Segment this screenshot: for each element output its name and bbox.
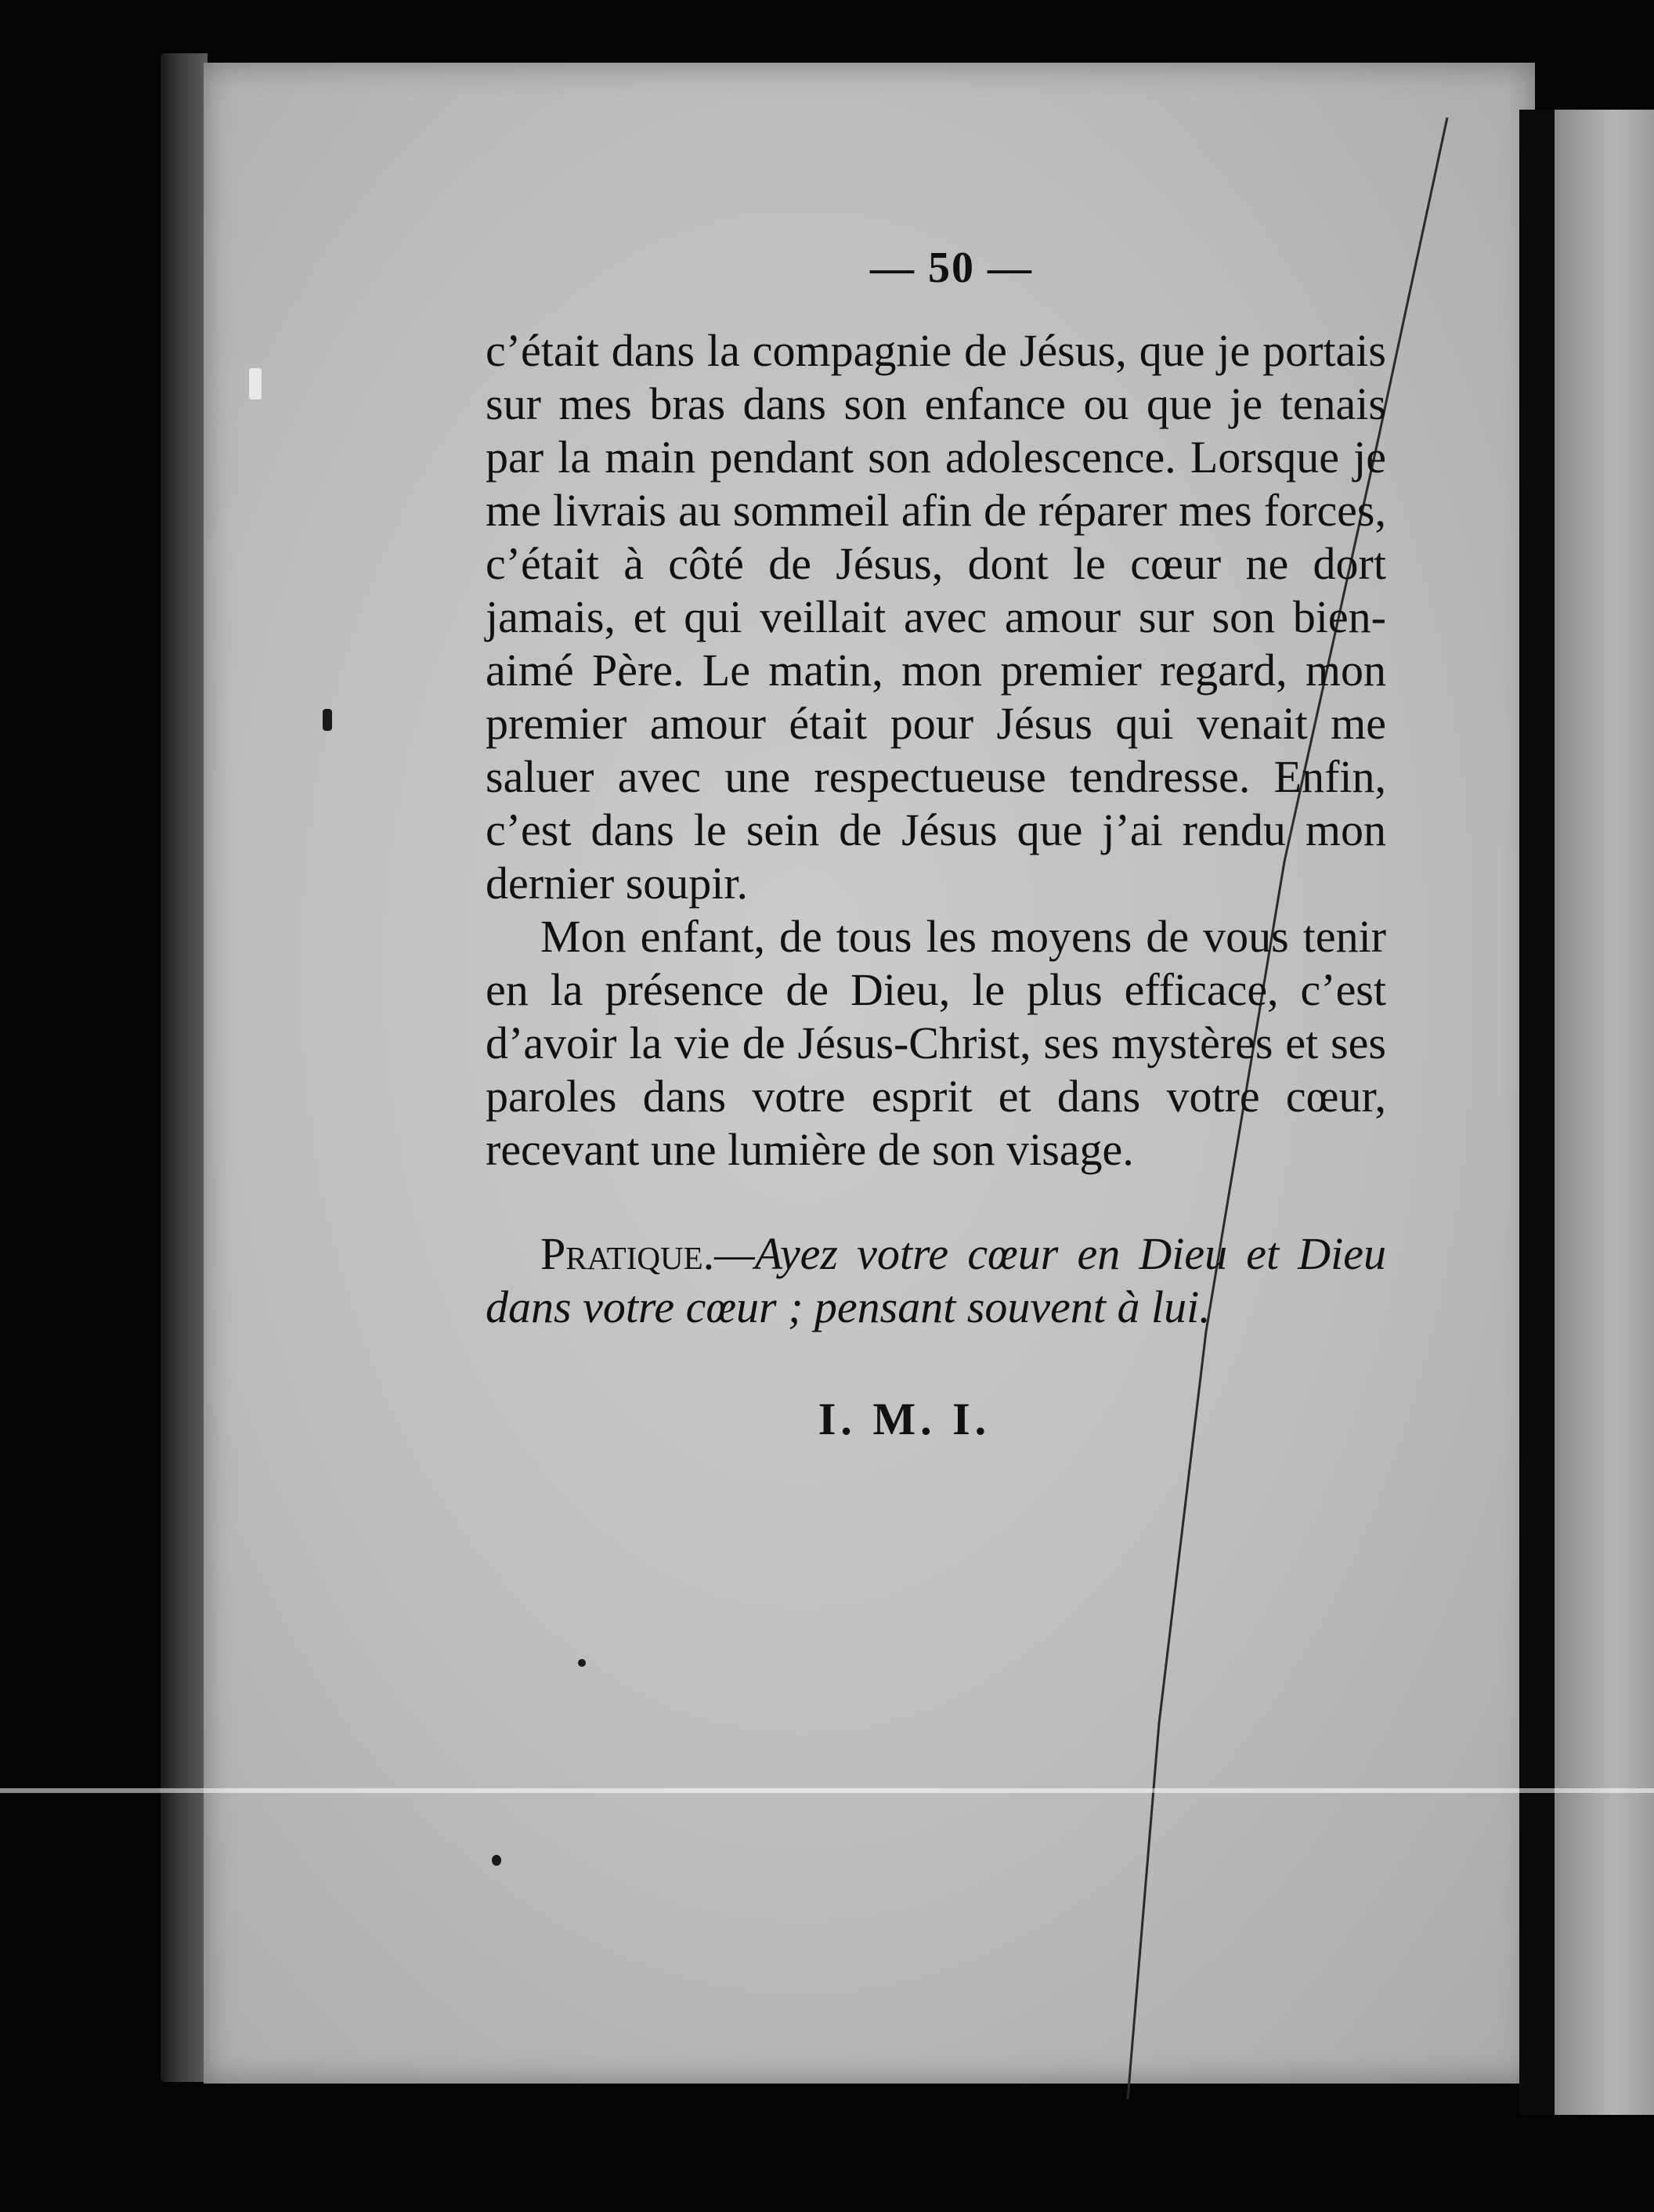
scanner-artifact-line	[0, 1788, 1654, 1793]
speck-mark	[249, 368, 262, 399]
paragraph-body: Mon enfant, de tous les moyens de vous tenir en la présence de Dieu, le plus efficace, c’est d’avoir la vie de Jésus-Christ, ses mystères et ses paroles dans votre esprit et dans votre cœur, recevant une lumière de son visage.	[486, 911, 1386, 1175]
binding-gutter	[1519, 110, 1557, 2115]
speck-mark	[492, 1855, 501, 1866]
page-number: — 50 —	[870, 244, 1033, 292]
paragraph-continuation: c’était dans la compagnie de Jésus, que je portais sur mes bras dans son enfance ou que je tenais par la main pendant son adolescence. Lorsque je me livrais au sommeil afin de réparer mes forces, c’était à côté de Jésus, dont le cœur ne dort jamais, et qui veillait avec amour sur son bien-aimé Père. Le matin, mon premier regard, mon premier amour était pour Jésus qui venait me saluer avec une respectueuse tendresse. Enfin, c’est dans le sein de Jésus que j’ai rendu mon dernier soupir.	[486, 325, 1386, 909]
speck-mark	[323, 709, 332, 731]
pratique-label: Pratique.	[540, 1228, 715, 1279]
footer-monogram: I. M. I.	[818, 1393, 991, 1444]
page-text-block	[486, 243, 1386, 1445]
speck-mark	[578, 1659, 586, 1667]
book-edge	[161, 53, 208, 2082]
facing-page-edge	[1555, 110, 1654, 2115]
pratique-text: —Ayez votre cœur en Dieu et Dieu dans votre cœur ; pensant souvent à lui.	[486, 1228, 1386, 1332]
pratique-section	[486, 1227, 1386, 1334]
